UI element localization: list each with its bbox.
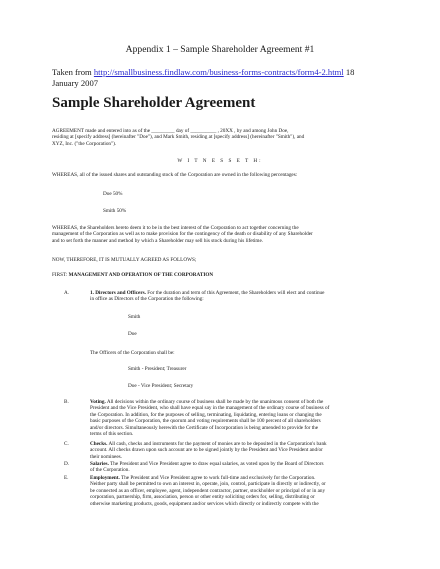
section-e-line: corporation, partnership, firm, association, person or other entity soliciting orders for, selling, distributing or: [90, 494, 315, 501]
share-doe: Doe 50%: [103, 191, 123, 197]
section-b-line: terms of this section.: [90, 431, 134, 438]
section-c-line: account. All checks drawn upon such account are to be signed jointly by the President and Vice President and/or: [90, 447, 323, 454]
section-e-heading: Employment.: [90, 475, 120, 481]
section-c-text: [90, 441, 400, 460]
section-b-marker: B.: [64, 399, 69, 405]
section-c-marker: C.: [64, 441, 69, 447]
source-link[interactable]: http://smallbusiness.findlaw.com/business-forms-contracts/form4-2.html: [93, 67, 344, 77]
section-d-marker: D.: [64, 461, 70, 467]
whereas-line: and to set forth the manner and method by which a Shareholder may sell his stock during his lifetime.: [52, 237, 264, 244]
section-c-line: All cash, checks and instruments for the payment of monies are to be deposited in the Corporation's bank: [107, 441, 327, 447]
section-c-line: their nominees.: [90, 453, 122, 460]
agreement-line: residing at [specify address] (hereinafter "Doe"), and Mark Smith, residing at [specify address] (hereinafter "Smith"), and: [52, 134, 305, 141]
section-e-line: be connected as an officer, employee, agent, independent contractor, partner, stockholder or principal of or in any: [90, 487, 326, 494]
section-d-heading: Salaries.: [90, 461, 109, 467]
section-e-line: otherwise marketing products, goods, equipment and/or services which directly or indirectly compete with the: [90, 500, 319, 507]
page-title: Sample Shareholder Agreement: [52, 95, 256, 111]
source-suffix: 18: [343, 67, 355, 77]
share-smith: Smith 50%: [103, 208, 127, 214]
officer-smith: Smith - President; Treasurer: [128, 366, 187, 372]
agreement-line: XYZ, Inc. ("the Corporation").: [52, 140, 117, 147]
section-b-line: President and the Vice President, who shall have equal say in the management of the ordinary course of business of: [90, 405, 330, 412]
agreement-line: AGREEMENT made and entered into as of the _________ day of __________ , 20XX , by and among John Doe,: [52, 128, 289, 134]
whereas-management: [52, 225, 392, 244]
section-a-marker: A.: [64, 290, 70, 296]
now-therefore: NOW, THEREFORE, IT IS MUTUALLY AGREED AS FOLLOWS;: [52, 257, 197, 263]
source-date: January 2007: [52, 77, 99, 88]
section-b-line: basic purposes of the Corporation, the quorum and voting requirements shall be 100 percent of all shareholders: [90, 418, 321, 425]
whereas-line: management of the Corporation as well as to make provision for the contingency of the death or disability of any Shareholder: [52, 231, 313, 238]
section-e-line: Neither party shall be permitted to own an interest in, operate, join, control, participate in directly or indirectly, or: [90, 481, 326, 488]
section-d-text: [90, 461, 400, 474]
section-a-text: [90, 290, 400, 303]
witnesseth-heading: W I T N E S S E T H:: [177, 158, 263, 164]
section-a-line: For the duration and term of this Agreement, the Shareholders will elect and continue: [145, 290, 325, 296]
director-smith: Smith: [128, 314, 141, 320]
whereas-line: WHEREAS, the Shareholders hereto deem it to be in the best interest of the Corporation to act together concerning the: [52, 225, 299, 231]
appendix-heading: Appendix 1 – Sample Shareholder Agreement #1: [125, 44, 315, 55]
section-a-line: in office as Directors of the Corporation the following:: [90, 296, 204, 303]
section-e-line: The President and Vice President agree to work full-time and exclusively for the Corporation.: [119, 475, 316, 481]
source-note: [52, 67, 354, 88]
section-b-line: and/or directors. Simultaneously herewith the Certificate of Incorporation is being amended to provide for the: [90, 424, 319, 431]
section-b-line: the Corporation. In addition, for the purposes of selling, terminating, liquidating, entering loans or changing the: [90, 411, 322, 418]
section-d-line: The President and Vice President agree to draw equal salaries, as voted upon by the Board of Directors: [108, 461, 324, 467]
director-doe: Doe: [128, 331, 137, 337]
source-prefix: Taken from: [52, 67, 94, 77]
section-b-line: All decisions within the ordinary course of business shall be made by the unanimous consent of both the: [105, 399, 324, 405]
section-b-text: [90, 399, 400, 437]
section-b-heading: Voting.: [90, 399, 106, 405]
whereas-shares: WHEREAS, all of the issued shares and outstanding stock of the Corporation are owned in the following percentages:: [52, 172, 298, 178]
section-d-line: of the Corporation.: [90, 467, 130, 474]
first-heading: [52, 272, 392, 278]
section-e-marker: E.: [64, 475, 69, 481]
agreement-paragraph: [52, 128, 392, 147]
section-e-text: [90, 475, 400, 507]
first-title: MANAGEMENT AND OPERATION OF THE CORPORATION: [68, 272, 214, 278]
section-c-heading: Checks.: [90, 441, 108, 447]
officers-intro: The Officers of the Corporation shall be:: [90, 350, 175, 356]
section-a-heading: 1. Directors and Officers.: [90, 290, 146, 296]
first-label: FIRST:: [52, 272, 69, 278]
officer-doe: Doe - Vice President; Secretary: [128, 383, 194, 389]
